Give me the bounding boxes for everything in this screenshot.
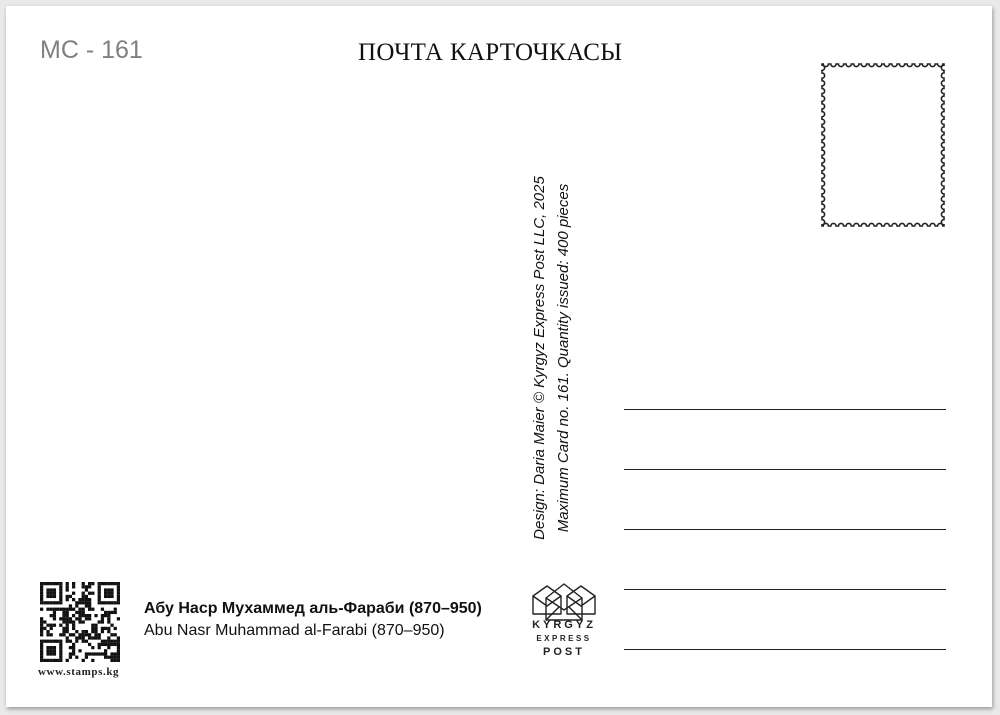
credits-line-1: Design: Daria Maier © Kyrgyz Express Post LLC, 2025	[531, 176, 548, 540]
address-line[interactable]	[624, 649, 946, 650]
credits-line-2: Maximum Card no. 161. Quantity issued: 400 pieces	[555, 183, 572, 533]
card-code: MC - 161	[40, 36, 143, 64]
card-title: ПОЧТА КАРТОЧКАСЫ	[358, 39, 623, 66]
stamp-placeholder-icon	[818, 60, 948, 230]
subject-name-en: Abu Nasr Muhammad al-Farabi (870–950)	[144, 622, 445, 639]
address-line[interactable]	[624, 409, 946, 410]
website-link[interactable]: www.stamps.kg	[38, 666, 120, 678]
address-line[interactable]	[624, 589, 946, 590]
logo-text-post: POST	[543, 646, 585, 658]
credits-block	[528, 158, 582, 558]
postcard	[6, 6, 992, 707]
qr-code-icon[interactable]	[40, 582, 120, 662]
envelopes-icon	[531, 582, 597, 622]
logo-text-kyrgyz: KYRGYZ	[532, 619, 596, 631]
address-line[interactable]	[624, 529, 946, 530]
logo-text-express: EXPRESS	[536, 634, 592, 643]
address-line[interactable]	[624, 469, 946, 470]
subject-name-ru: Абу Наср Мухаммед аль-Фараби (870–950)	[144, 600, 482, 617]
